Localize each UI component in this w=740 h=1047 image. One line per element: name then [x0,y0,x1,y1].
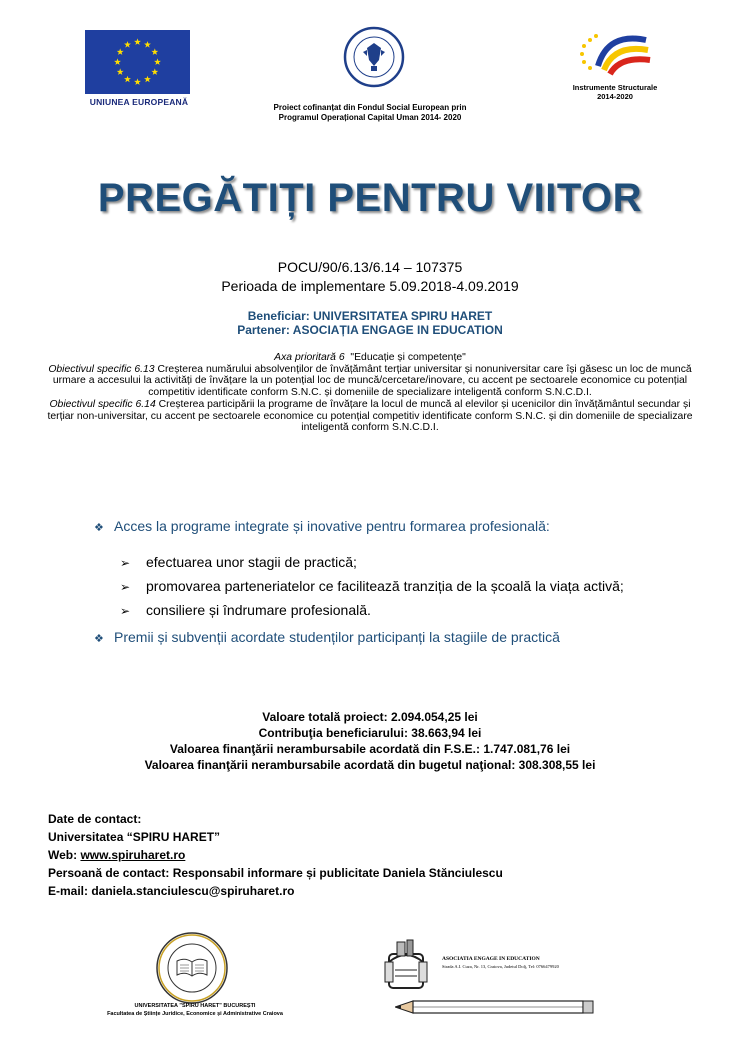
contact-block [48,810,648,900]
list-item [120,578,624,594]
contact-email: E-mail: daniela.stanciulescu@spiruharet.ro [48,884,295,898]
contact-heading: Date de contact: [48,812,142,826]
obj614-label: Obiectivul specific 6.14 [49,398,156,410]
objectives-block [40,352,700,434]
contact-web-line [48,846,648,864]
project-code-block [20,258,720,296]
web-label: Web: [48,848,81,862]
axa-line [40,352,700,364]
eu-stars-icon [85,30,190,94]
bullet-main1: Acces la programe integrate și inovative pentru formarea profesională: [114,518,550,534]
list-item [120,554,357,570]
arrow-bullet-icon: ➢ [120,604,131,618]
page-title: PREGĂTIȚI PENTRU VIITOR [97,176,643,220]
arrow-bullet-icon: ➢ [120,580,131,594]
diamond-bullet-icon: ❖ [94,522,104,534]
eu-flag-logo [85,30,190,94]
partener: Partener: ASOCIAȚIA ENGAGE IN EDUCATION [237,323,503,337]
contact-person: Persoană de contact: Responsabil informare și publicitate Daniela Stănciulescu [48,866,503,880]
eu-label: UNIUNEA EUROPEANĂ [89,97,189,107]
value-buget: Valoarea finanţării nerambursabile acordată din bugetul naţional: 308.308,55 lei [144,758,596,772]
instrumente-structurale-label [560,84,670,101]
objective-614 [40,399,700,434]
axa-text: "Educație și competențe" [350,352,466,363]
obj613-text: Creșterea numărului absolvenților de învățământ terțiar universitar și nonuniversitar care își găsesc un loc de muncă urmare a accesului la activități de învățare la un potențial loc de muncă/cercetare/inovare, cu accent pe sectoarele economice cu potențial competitiv identificate conform S.N.C. și domeniile de specializare inteligentă conform S.N.C.D.I. [52,363,692,399]
engage-address: Strada A.I. Cuza, Nr. 13, Craiova, Judetul Dolj, Tel: 0766479920 [442,964,559,969]
spiru-haret-seal-logo [155,931,229,1005]
bullet-sub3: consiliere și îndrumare profesională. [146,602,371,618]
engage-logo [377,936,437,998]
cofinance-note [170,103,570,123]
pencil-icon [395,997,595,1017]
cofinance-line1: Proiect cofinanțat din Fondul Social European prin [273,103,467,112]
axa-label: Axa prioritară 6 [274,352,345,363]
ush-line2: Facultatea de Științe Juridice, Economice și Administrative Craiova [107,1010,283,1017]
instrumente-structurale-logo [568,26,658,82]
list-item [94,629,560,645]
beneficiary-block [20,309,720,337]
bullet-main2: Premii și subvenții acordate studenților participanți la stagiile de practică [114,629,560,645]
gov-seal-logo [343,26,405,88]
is-label-line2: 2014-2020 [597,91,633,101]
beneficiar: Beneficiar: UNIVERSITATEA SPIRU HARET [247,309,493,323]
value-total: Valoare totală proiect: 2.094.054,25 lei [262,710,478,724]
bullet-sub2: promovarea parteneriatelor ce facilitează tranziția de la școală la viața activă; [146,578,624,594]
objective-613 [40,364,700,399]
bullet-sub1: efectuarea unor stagii de practică; [146,554,357,570]
ush-line1: UNIVERSITATEA "SPIRU HARET" BUCUREȘTI [134,1003,256,1009]
engage-name: ASOCIATIA ENGAGE IN EDUCATION [442,956,540,962]
spiru-haret-footer-label [90,1003,300,1018]
web-link[interactable]: www.spiruharet.ro [80,848,186,862]
value-fse: Valoarea finanţării nerambursabile acordată din F.S.E.: 1.747.081,76 lei [169,742,571,756]
obj613-label: Obiectivul specific 6.13 [48,363,155,375]
is-label-line1: Instrumente Structurale [572,83,658,92]
contact-university: Universitatea “SPIRU HARET” [48,830,221,844]
list-item [120,602,371,618]
obj614-text: Creșterea participării la programe de învățare la locul de muncă al elevilor și ucenicilor din învățământul secundar și terțiar non-universitar, cu accent pe sectoarele economice cu potențial competitiv identificate conform S.N.C. și din domeniile de specializare inteligentă conform S.N.C.D.I. [47,398,693,434]
value-contrib: Contribuţia beneficiarului: 38.663,94 lei [258,726,482,740]
arrow-bullet-icon: ➢ [120,556,131,570]
project-code: POCU/90/6.13/6.14 – 107375 [277,259,463,275]
diamond-bullet-icon: ❖ [94,633,104,645]
financial-values [40,709,700,773]
list-item [94,518,550,534]
project-period: Perioada de implementare 5.09.2018-4.09.2019 [221,278,519,294]
cofinance-line2: Programul Operațional Capital Uman 2014- 2020 [278,113,462,122]
